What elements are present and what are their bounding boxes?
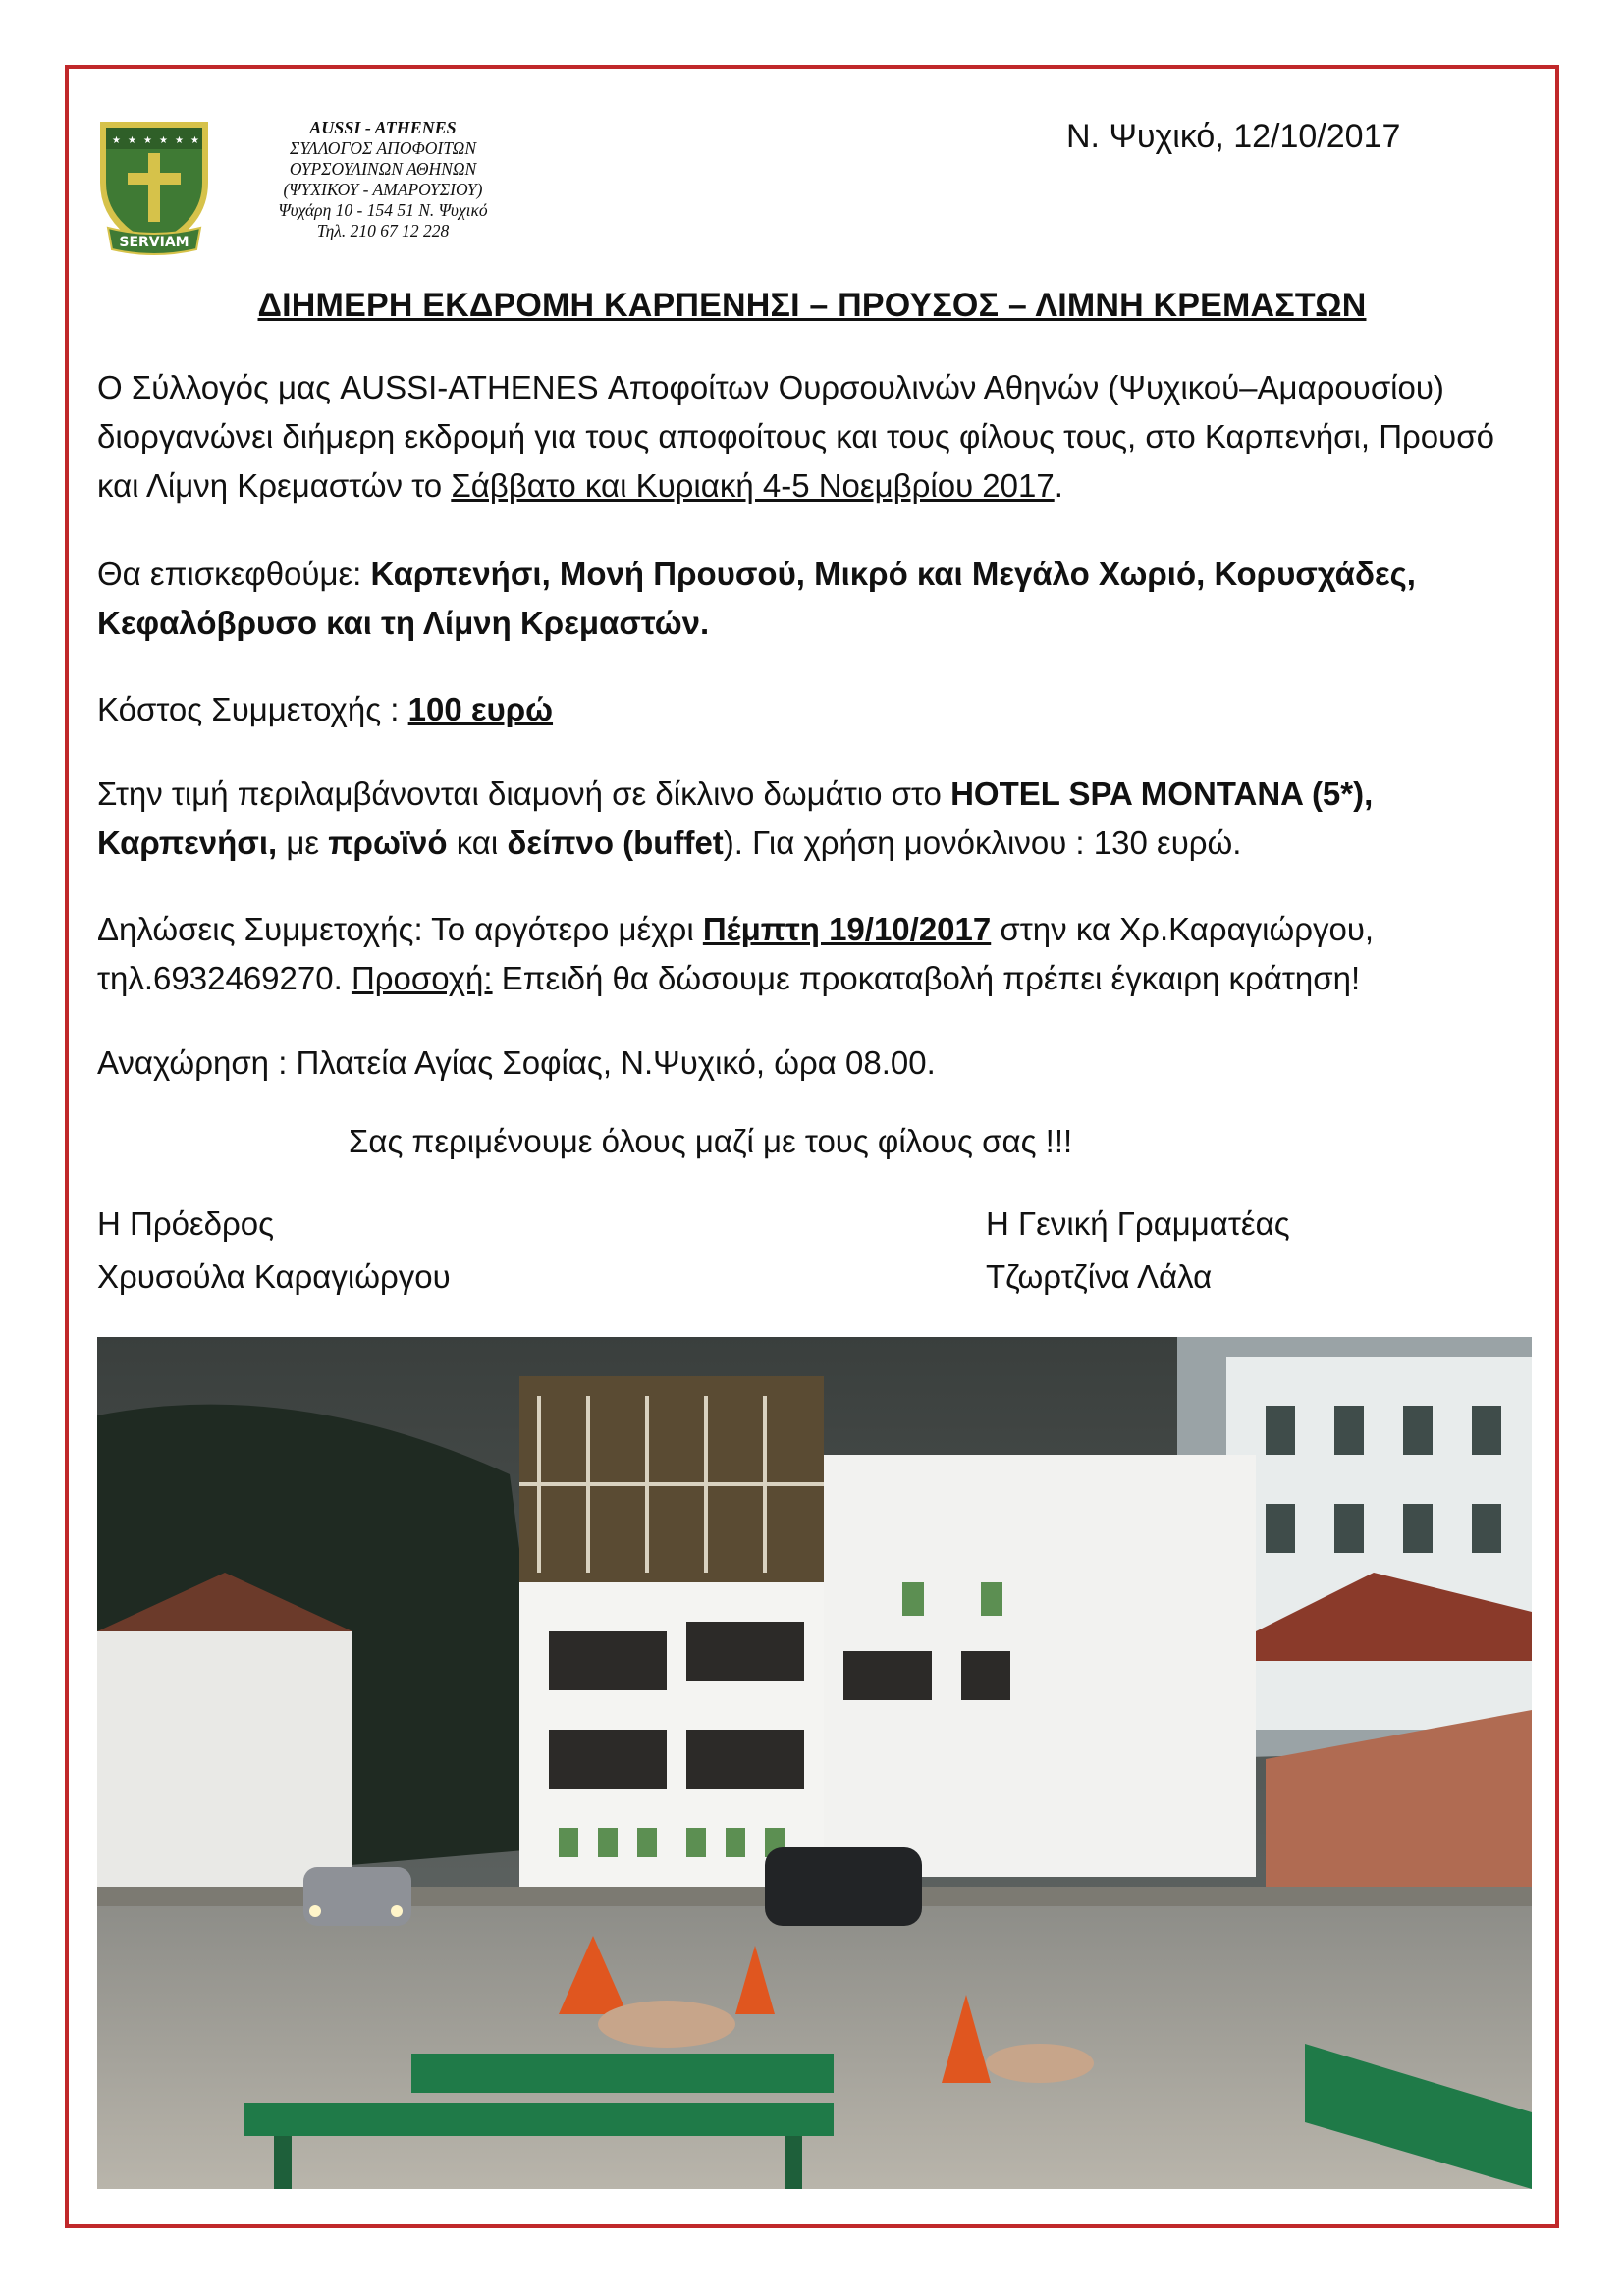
cost-value: 100 ευρώ — [407, 691, 554, 727]
registration-text: Δηλώσεις Συμμετοχής: Το αργότερο μέχρι — [97, 911, 703, 947]
secretary-name: Τζωρτζίνα Λάλα — [986, 1258, 1213, 1295]
svg-text:★: ★ — [190, 135, 199, 146]
includes-text: ). Για χρήση μονόκλινου : 130 ευρώ. — [723, 825, 1242, 861]
svg-text:★: ★ — [175, 135, 184, 146]
document-title: ΔΙΗΜΕΡΗ ΕΚΔΡΟΜΗ ΚΑΡΠΕΝΗΣΙ – ΠΡΟΥΣΟΣ – ΛΙΜΝΗ ΚΡΕΜΑΣΤΩΝ — [257, 287, 1367, 324]
closing-line: Σας περιμένουμε όλους μαζί με τους φίλους σας !!! — [349, 1123, 1073, 1159]
association-phone: Τηλ. 210 67 12 228 — [316, 221, 450, 240]
hotel-photo — [97, 1337, 1532, 2189]
svg-text:★: ★ — [143, 135, 152, 146]
association-address-block — [236, 118, 530, 241]
signature-secretary — [986, 1198, 1290, 1304]
registration-deadline: Πέμπτη 19/10/2017 — [702, 911, 992, 947]
svg-text:★: ★ — [128, 135, 136, 146]
visit-paragraph — [97, 550, 1531, 648]
dinner: δείπνο (buffet — [507, 825, 724, 861]
svg-text:★: ★ — [159, 135, 168, 146]
association-name: AUSSI - ATHENES — [309, 118, 457, 137]
visit-places: Καρπενήσι, Μονή Προυσού, Μικρό και Μεγάλο Χωριό, Κορυσχάδες, Κεφαλόβρυσο και τη Λίμνη Κρεμαστών. — [97, 556, 1416, 641]
president-name: Χρυσούλα Καραγιώργου — [97, 1258, 451, 1295]
secretary-role: Η Γενική Γραμματέας — [986, 1205, 1290, 1242]
hotel-name: HOTEL SPA MONTANA (5*), Καρπενήσι, — [97, 775, 1374, 861]
association-address: Ψυχάρη 10 - 154 51 Ν. Ψυχικό — [278, 200, 488, 220]
includes-text: και — [447, 825, 508, 861]
association-line: (ΨΥΧΙΚΟΥ - ΑΜΑΡΟΥΣΙΟΥ) — [283, 180, 483, 199]
cost-paragraph — [97, 685, 1531, 734]
intro-paragraph — [97, 363, 1531, 510]
includes-paragraph — [97, 770, 1531, 868]
registration-paragraph — [97, 905, 1531, 1003]
association-crest-logo — [94, 118, 214, 257]
registration-text: Επειδή θα δώσουμε προκαταβολή πρέπει έγκαιρη κράτηση! — [492, 960, 1361, 996]
registration-text: στην κα Χρ.Καραγιώργου, τηλ.6932469270. — [97, 911, 1375, 996]
departure-line: Αναχώρηση : Πλατεία Αγίας Σοφίας, Ν.Ψυχικό, ώρα 08.00. — [97, 1044, 936, 1081]
crest-motto: SERVIAM — [119, 235, 189, 250]
intro-text: Ο Σύλλογός μας AUSSI-ATHENES Αποφοίτων Ουρσουλινών Αθηνών (Ψυχικού–Αμαρουσίου) διοργανώνει διήμερη εκδρομή για τους αποφοίτους και τους φίλους τους, στο Καρπενήσι, Προυσό και Λίμνη Κρεμαστών το — [97, 369, 1494, 504]
includes-text: με — [277, 825, 329, 861]
trip-dates: Σάββατο και Κυριακή 4-5 Νοεμβρίου 2017 — [451, 467, 1055, 504]
includes-text: Στην τιμή περιλαμβάνονται διαμονή σε δίκλινο δωμάτιο στο — [97, 775, 951, 812]
association-line: ΣΥΛΛΟΓΟΣ ΑΠΟΦΟΙΤΩΝ — [290, 138, 476, 158]
intro-end: . — [1054, 467, 1063, 504]
president-role: Η Πρόεδρος — [97, 1205, 275, 1242]
signature-president — [97, 1198, 451, 1304]
dateline: Ν. Ψυχικό, 12/10/2017 — [1066, 118, 1401, 155]
attention-label: Προσοχή: — [351, 960, 493, 996]
breakfast: πρωϊνό — [328, 825, 448, 861]
svg-text:★: ★ — [112, 135, 121, 146]
visit-label: Θα επισκεφθούμε: — [97, 556, 371, 592]
cost-label: Κόστος Συμμετοχής : — [97, 691, 408, 727]
association-line: ΟΥΡΣΟΥΛΙΝΩΝ ΑΘΗΝΩΝ — [289, 159, 477, 179]
